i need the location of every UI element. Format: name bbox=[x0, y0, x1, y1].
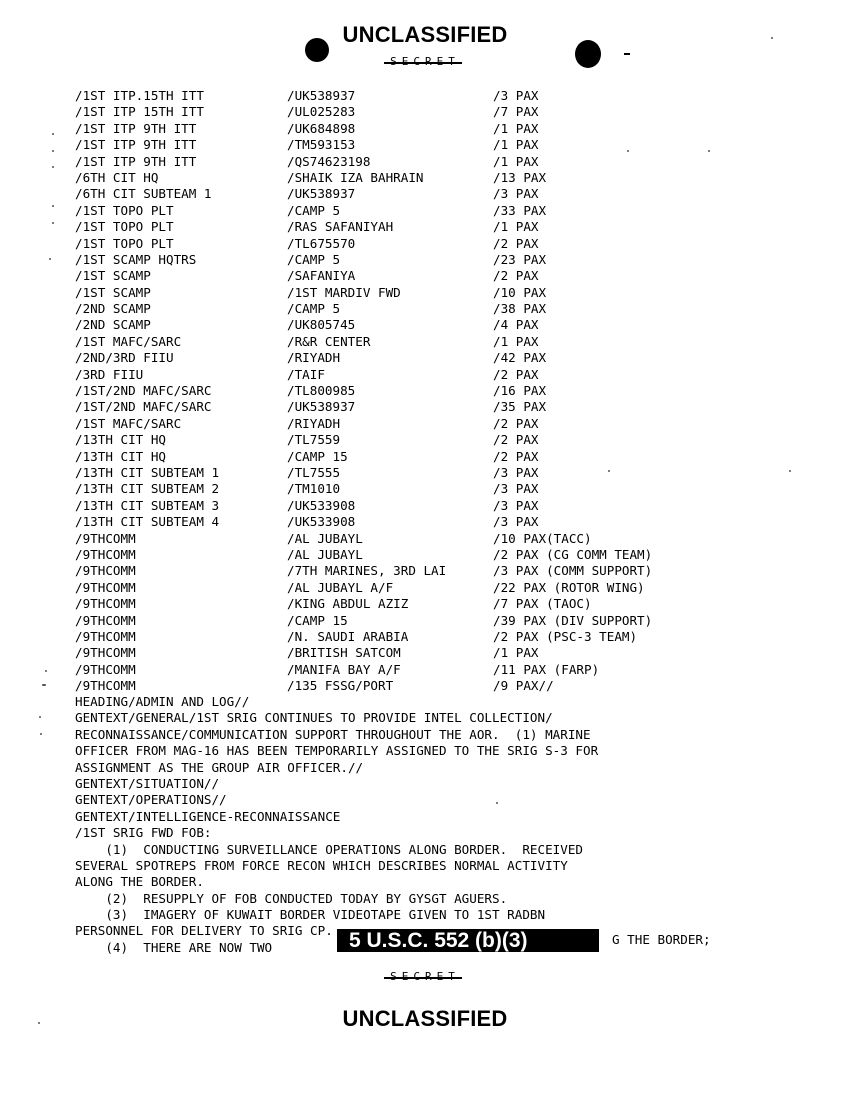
roster-pax: /13 PAX bbox=[493, 169, 547, 185]
roster-location: /MANIFA BAY A/F bbox=[287, 661, 401, 677]
roster-location: /CAMP 5 bbox=[287, 301, 341, 317]
roster-location: /UK805745 bbox=[287, 317, 356, 333]
roster-row bbox=[75, 186, 775, 202]
redaction-continuation: G THE BORDER; bbox=[612, 932, 711, 947]
roster-unit: /9THCOMM bbox=[75, 530, 136, 546]
roster-location: /CAMP 15 bbox=[287, 612, 348, 628]
roster-location: /TL800985 bbox=[287, 383, 356, 399]
roster-pax: /3 PAX bbox=[493, 88, 539, 103]
roster-pax: /2 PAX bbox=[493, 448, 539, 464]
roster-location: /CAMP 5 bbox=[287, 202, 341, 218]
scan-speck bbox=[38, 1022, 40, 1024]
roster-row bbox=[75, 645, 775, 661]
scan-speck bbox=[52, 133, 54, 135]
roster-location: /SAFANIYA bbox=[287, 268, 356, 284]
roster-location: /1ST MARDIV FWD bbox=[287, 284, 401, 300]
narrative-line: HEADING/ADMIN AND LOG// bbox=[75, 694, 250, 709]
roster-row bbox=[75, 432, 775, 448]
roster-row bbox=[75, 449, 775, 465]
scan-speck bbox=[40, 733, 42, 735]
roster-pax: /1 PAX bbox=[493, 153, 539, 169]
roster-unit: /13TH CIT HQ bbox=[75, 432, 166, 448]
roster-pax: /2 PAX (PSC-3 TEAM) bbox=[493, 628, 638, 644]
roster-location: /RIYADH bbox=[287, 350, 341, 366]
roster-row bbox=[75, 383, 775, 399]
scan-speck bbox=[496, 802, 498, 804]
scan-speck bbox=[49, 258, 51, 260]
roster-unit: /1ST/2ND MAFC/SARC bbox=[75, 383, 212, 399]
roster-pax: /3 PAX bbox=[493, 497, 539, 513]
roster-row bbox=[75, 580, 775, 596]
roster-row bbox=[75, 531, 775, 547]
roster-unit: /1ST SCAMP HQTRS bbox=[75, 251, 197, 267]
roster-unit: /9THCOMM bbox=[75, 563, 136, 579]
narrative-line: GENTEXT/INTELLIGENCE-RECONNAISSANCE bbox=[75, 808, 341, 824]
roster-pax: /4 PAX bbox=[493, 317, 539, 333]
roster-row bbox=[75, 104, 775, 120]
roster-row bbox=[75, 481, 775, 497]
roster-location: /RIYADH bbox=[287, 415, 341, 431]
roster-row bbox=[75, 514, 775, 530]
roster-pax: /38 PAX bbox=[493, 301, 547, 317]
roster-unit: /1ST ITP 15TH ITT bbox=[75, 104, 204, 120]
roster-pax: /23 PAX bbox=[493, 251, 547, 267]
roster-location: /UK684898 bbox=[287, 120, 356, 136]
roster-pax: /10 PAX(TACC) bbox=[493, 530, 592, 546]
roster-unit: /9THCOMM bbox=[75, 579, 136, 595]
roster-row bbox=[75, 399, 775, 415]
narrative-text bbox=[75, 694, 775, 956]
roster-unit: /1ST ITP 9TH ITT bbox=[75, 137, 197, 153]
roster-row bbox=[75, 219, 775, 235]
scan-speck bbox=[789, 470, 791, 472]
roster-unit: /1ST TOPO PLT bbox=[75, 235, 174, 251]
redaction-block: 5 U.S.C. 552 (b)(3) bbox=[337, 929, 599, 952]
roster-row bbox=[75, 88, 775, 104]
roster-pax: /2 PAX bbox=[493, 268, 539, 284]
scan-speck bbox=[52, 222, 54, 224]
narrative-line: SEVERAL SPOTREPS FROM FORCE RECON WHICH DESCRIBES NORMAL ACTIVITY bbox=[75, 857, 568, 873]
roster-row bbox=[75, 236, 775, 252]
narrative-line: (1) CONDUCTING SURVEILLANCE OPERATIONS ALONG BORDER. RECEIVED bbox=[75, 841, 583, 857]
roster-pax: /3 PAX bbox=[493, 186, 539, 202]
roster-pax: /1 PAX bbox=[493, 120, 539, 136]
narrative-line: GENTEXT/GENERAL/1ST SRIG CONTINUES TO PROVIDE INTEL COLLECTION/ bbox=[75, 710, 553, 726]
scan-speck bbox=[708, 150, 710, 152]
roster-pax: /7 PAX (TAOC) bbox=[493, 596, 592, 612]
roster-row bbox=[75, 662, 775, 678]
roster-pax: /33 PAX bbox=[493, 202, 547, 218]
roster-unit: /1ST MAFC/SARC bbox=[75, 333, 182, 349]
roster-location: /UK538937 bbox=[287, 186, 356, 202]
roster-unit: /9THCOMM bbox=[75, 661, 136, 677]
roster-row bbox=[75, 268, 775, 284]
narrative-line: (2) RESUPPLY OF FOB CONDUCTED TODAY BY GYSGT AGUERS. bbox=[75, 890, 508, 906]
roster-row bbox=[75, 629, 775, 645]
roster-row bbox=[75, 170, 775, 186]
roster-pax: /10 PAX bbox=[493, 284, 547, 300]
roster-unit: /9THCOMM bbox=[75, 546, 136, 562]
roster-row bbox=[75, 137, 775, 153]
roster-unit: /13TH CIT HQ bbox=[75, 448, 166, 464]
roster-row bbox=[75, 498, 775, 514]
roster-row bbox=[75, 613, 775, 629]
narrative-line: GENTEXT/OPERATIONS// bbox=[75, 792, 227, 808]
roster-unit: /2ND/3RD FIIU bbox=[75, 350, 174, 366]
roster-pax: /35 PAX bbox=[493, 399, 547, 415]
roster-pax: /3 PAX (COMM SUPPORT) bbox=[493, 563, 653, 579]
roster-unit: /9THCOMM bbox=[75, 612, 136, 628]
roster-pax: /11 PAX (FARP) bbox=[493, 661, 600, 677]
roster-row bbox=[75, 350, 775, 366]
narrative-line: RECONNAISSANCE/COMMUNICATION SUPPORT THROUGHOUT THE AOR. (1) MARINE bbox=[75, 726, 591, 742]
roster-location: /7TH MARINES, 3RD LAI bbox=[287, 563, 447, 579]
roster-unit: /13TH CIT SUBTEAM 3 bbox=[75, 497, 220, 513]
narrative-line: ASSIGNMENT AS THE GROUP AIR OFFICER.// bbox=[75, 759, 364, 775]
roster-pax: /1 PAX bbox=[493, 333, 539, 349]
roster-unit: /2ND SCAMP bbox=[75, 317, 151, 333]
roster-pax: /3 PAX bbox=[493, 514, 539, 530]
roster-unit: /1ST ITP 9TH ITT bbox=[75, 120, 197, 136]
roster-row bbox=[75, 334, 775, 350]
scan-speck bbox=[52, 205, 54, 207]
classification-banner-bottom: UNCLASSIFIED bbox=[342, 1006, 508, 1031]
roster-row bbox=[75, 367, 775, 383]
roster-location: /UK538937 bbox=[287, 88, 356, 103]
roster-row bbox=[75, 317, 775, 333]
roster-pax: /2 PAX bbox=[493, 432, 539, 448]
roster-pax: /22 PAX (ROTOR WING) bbox=[493, 579, 645, 595]
roster-unit: /13TH CIT SUBTEAM 4 bbox=[75, 514, 220, 530]
roster-location: /BRITISH SATCOM bbox=[287, 645, 401, 661]
roster-row bbox=[75, 416, 775, 432]
roster-pax: /3 PAX bbox=[493, 481, 539, 497]
roster-row bbox=[75, 547, 775, 563]
roster-unit: /6TH CIT SUBTEAM 1 bbox=[75, 186, 212, 202]
roster-unit: /6TH CIT HQ bbox=[75, 169, 159, 185]
roster-unit: /9THCOMM bbox=[75, 645, 136, 661]
scan-speck bbox=[45, 670, 47, 672]
roster-location: /UL025283 bbox=[287, 104, 356, 120]
roster-location: /UK538937 bbox=[287, 399, 356, 415]
roster-pax: /9 PAX// bbox=[493, 678, 554, 694]
roster-unit: /1ST TOPO PLT bbox=[75, 202, 174, 218]
roster-location: /TL7555 bbox=[287, 464, 341, 480]
scan-speck bbox=[771, 37, 773, 39]
roster-pax: /39 PAX (DIV SUPPORT) bbox=[493, 612, 653, 628]
roster-location: /TAIF bbox=[287, 366, 325, 382]
roster-location: /QS74623198 bbox=[287, 153, 371, 169]
roster-location: /AL JUBAYL bbox=[287, 530, 363, 546]
roster-location: /CAMP 15 bbox=[287, 448, 348, 464]
roster-unit: /9THCOMM bbox=[75, 678, 136, 694]
narrative-line: ALONG THE BORDER. bbox=[75, 874, 204, 890]
roster-location: /CAMP 5 bbox=[287, 251, 341, 267]
roster-pax: /42 PAX bbox=[493, 350, 547, 366]
narrative-line: (3) IMAGERY OF KUWAIT BORDER VIDEOTAPE GIVEN TO 1ST RADBN bbox=[75, 907, 546, 923]
roster-location: /UK533908 bbox=[287, 514, 356, 530]
roster-pax: /16 PAX bbox=[493, 383, 547, 399]
roster-pax: /2 PAX bbox=[493, 415, 539, 431]
classification-banner-top: UNCLASSIFIED bbox=[342, 22, 508, 47]
scan-speck bbox=[42, 684, 46, 686]
roster-unit: /9THCOMM bbox=[75, 628, 136, 644]
roster-location: /TL7559 bbox=[287, 432, 341, 448]
roster-unit: /1ST ITP 9TH ITT bbox=[75, 153, 197, 169]
roster-pax: /2 PAX bbox=[493, 235, 539, 251]
roster-location: /TM593153 bbox=[287, 137, 356, 153]
roster-unit: /1ST/2ND MAFC/SARC bbox=[75, 399, 212, 415]
roster-location: /135 FSSG/PORT bbox=[287, 678, 394, 694]
roster-unit: /1ST ITP.15TH ITT bbox=[75, 88, 204, 103]
scan-speck bbox=[52, 150, 54, 152]
roster-row bbox=[75, 285, 775, 301]
narrative-line: /1ST SRIG FWD FOB: bbox=[75, 825, 212, 841]
roster-pax: /1 PAX bbox=[493, 137, 539, 153]
roster-location: /KING ABDUL AZIZ bbox=[287, 596, 409, 612]
scan-speck bbox=[608, 470, 610, 472]
roster-unit: /2ND SCAMP bbox=[75, 301, 151, 317]
roster-location: /AL JUBAYL bbox=[287, 546, 363, 562]
secret-marking-bottom: SECRET bbox=[390, 970, 460, 983]
roster-row bbox=[75, 465, 775, 481]
narrative-line: OFFICER FROM MAG-16 HAS BEEN TEMPORARILY ASSIGNED TO THE SRIG S-3 FOR bbox=[75, 743, 599, 759]
roster-location: /TM1010 bbox=[287, 481, 341, 497]
secret-marking-top: SECRET bbox=[390, 55, 460, 68]
roster-row bbox=[75, 678, 775, 694]
roster-unit: /3RD FIIU bbox=[75, 366, 144, 382]
roster-row bbox=[75, 301, 775, 317]
roster-pax: /2 PAX (CG COMM TEAM) bbox=[493, 546, 653, 562]
roster-location: /SHAIK IZA BAHRAIN bbox=[287, 169, 424, 185]
scan-speck bbox=[627, 150, 629, 152]
roster-row bbox=[75, 252, 775, 268]
roster-location: /N. SAUDI ARABIA bbox=[287, 628, 409, 644]
roster-row bbox=[75, 203, 775, 219]
roster-unit: /13TH CIT SUBTEAM 1 bbox=[75, 464, 220, 480]
narrative-line: GENTEXT/SITUATION// bbox=[75, 775, 220, 791]
roster-pax: /2 PAX bbox=[493, 366, 539, 382]
roster-pax: /3 PAX bbox=[493, 464, 539, 480]
scan-speck bbox=[39, 716, 41, 718]
roster-unit: /1ST MAFC/SARC bbox=[75, 415, 182, 431]
narrative-line: PERSONNEL FOR DELIVERY TO SRIG CP. bbox=[75, 923, 333, 939]
roster-location: /RAS SAFANIYAH bbox=[287, 219, 394, 235]
roster-unit: /1ST SCAMP bbox=[75, 284, 151, 300]
roster-row bbox=[75, 154, 775, 170]
scan-speck bbox=[52, 166, 54, 168]
roster-location: /TL675570 bbox=[287, 235, 356, 251]
roster-row bbox=[75, 563, 775, 579]
roster-row bbox=[75, 596, 775, 612]
narrative-line: (4) THERE ARE NOW TWO bbox=[75, 939, 273, 955]
roster-unit: /13TH CIT SUBTEAM 2 bbox=[75, 481, 220, 497]
roster-pax: /1 PAX bbox=[493, 645, 539, 661]
roster-unit: /1ST TOPO PLT bbox=[75, 219, 174, 235]
roster-location: /AL JUBAYL A/F bbox=[287, 579, 394, 595]
roster-location: /UK533908 bbox=[287, 497, 356, 513]
roster-row bbox=[75, 121, 775, 137]
roster-unit: /1ST SCAMP bbox=[75, 268, 151, 284]
roster-pax: /1 PAX bbox=[493, 219, 539, 235]
roster-unit: /9THCOMM bbox=[75, 596, 136, 612]
roster-pax: /7 PAX bbox=[493, 104, 539, 120]
roster-location: /R&R CENTER bbox=[287, 333, 371, 349]
unit-roster bbox=[75, 88, 775, 694]
